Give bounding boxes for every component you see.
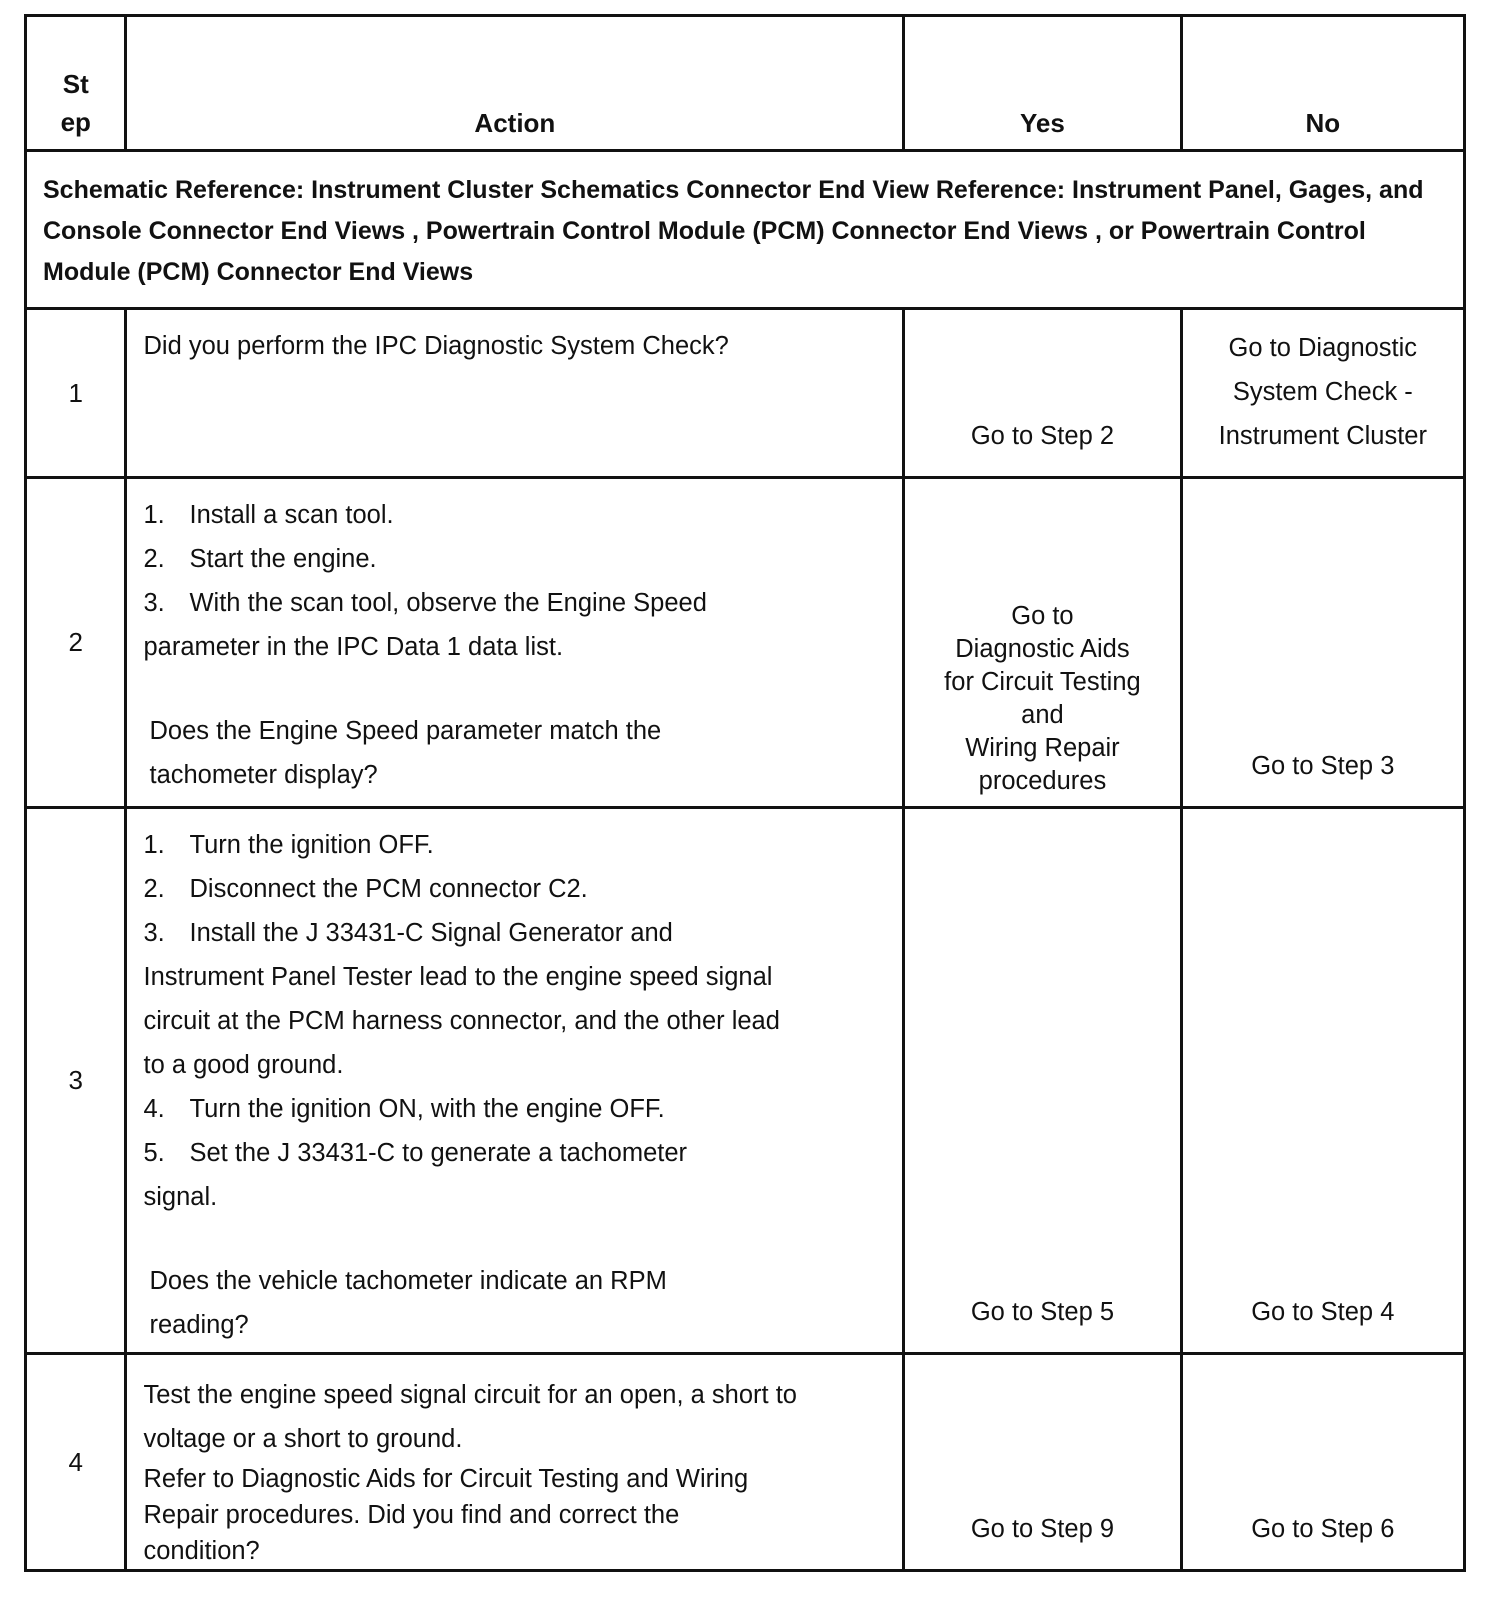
step-row-3 xyxy=(26,808,1465,1354)
step-row-4 xyxy=(26,1354,1465,1571)
action-item: 5. Set the J 33431-C to generate a tachometer signal. xyxy=(143,1139,688,1211)
action-item: 1. Turn the ignition OFF. xyxy=(143,831,434,859)
no-outcome: Go to Step 4 xyxy=(1181,808,1464,1354)
no-outcome: Go to Diagnostic System Check - Instrument Cluster xyxy=(1181,309,1464,478)
header-yes: Yes xyxy=(904,16,1181,151)
yes-outcome: Go to Step 9 xyxy=(904,1354,1181,1571)
action-refer: Refer to Diagnostic Aids for Circuit Testing and Wiring Repair procedures. Did you find and correct the condition? xyxy=(143,1465,749,1565)
no-outcome: Go to Step 6 xyxy=(1181,1354,1464,1571)
reference-row xyxy=(26,151,1465,309)
yes-outcome: Go to Diagnostic Aids for Circuit Testing and Wiring Repair procedures xyxy=(904,478,1181,808)
action-item: 2. Disconnect the PCM connector C2. xyxy=(143,875,588,903)
step-number: 4 xyxy=(26,1354,126,1571)
step-action xyxy=(126,808,904,1354)
step-action xyxy=(126,478,904,808)
action-text: Did you perform the IPC Diagnostic System Check? xyxy=(143,332,729,360)
header-action: Action xyxy=(126,16,904,151)
action-item: 3. With the scan tool, observe the Engine Speed parameter in the IPC Data 1 data list. xyxy=(143,589,707,661)
header-step-line1: St xyxy=(62,69,89,99)
step-number: 1 xyxy=(26,309,126,478)
yes-outcome: Go to Step 5 xyxy=(904,808,1181,1354)
step-action xyxy=(126,1354,904,1571)
step-action xyxy=(126,309,904,478)
action-question: Does the Engine Speed parameter match the tachometer display? xyxy=(149,717,662,789)
action-item: 2. Start the engine. xyxy=(143,545,377,573)
step-number: 3 xyxy=(26,808,126,1354)
header-no: No xyxy=(1181,16,1464,151)
step-row-2 xyxy=(26,478,1465,808)
action-item: 4. Turn the ignition ON, with the engine OFF. xyxy=(143,1095,665,1123)
header-step xyxy=(26,16,126,151)
header-step-line2: ep xyxy=(60,107,91,137)
action-question: Does the vehicle tachometer indicate an RPM reading? xyxy=(149,1267,667,1339)
action-item: 3. Install the J 33431-C Signal Generator and Instrument Panel Tester lead to the engine speed signal circuit at the PCM harness connector, and the other lead to a good ground. xyxy=(143,919,780,1079)
action-lead: Test the engine speed signal circuit for an open, a short to voltage or a short to ground. xyxy=(143,1381,797,1453)
yes-outcome: Go to Step 2 xyxy=(904,309,1181,478)
step-number: 2 xyxy=(26,478,126,808)
action-item: 1. Install a scan tool. xyxy=(143,501,394,529)
step-row-1 xyxy=(26,309,1465,478)
header-row xyxy=(26,16,1465,151)
no-outcome: Go to Step 3 xyxy=(1181,478,1464,808)
schematic-reference: Schematic Reference: Instrument Cluster Schematics Connector End View Reference: Instrument Panel, Gages, and Console Connector End Views , Powertrain Control Module (PCM) Connector End Views , or Powertrain Control Module (PCM) Connector End Views xyxy=(26,151,1465,309)
diagnostic-table xyxy=(24,14,1466,1572)
